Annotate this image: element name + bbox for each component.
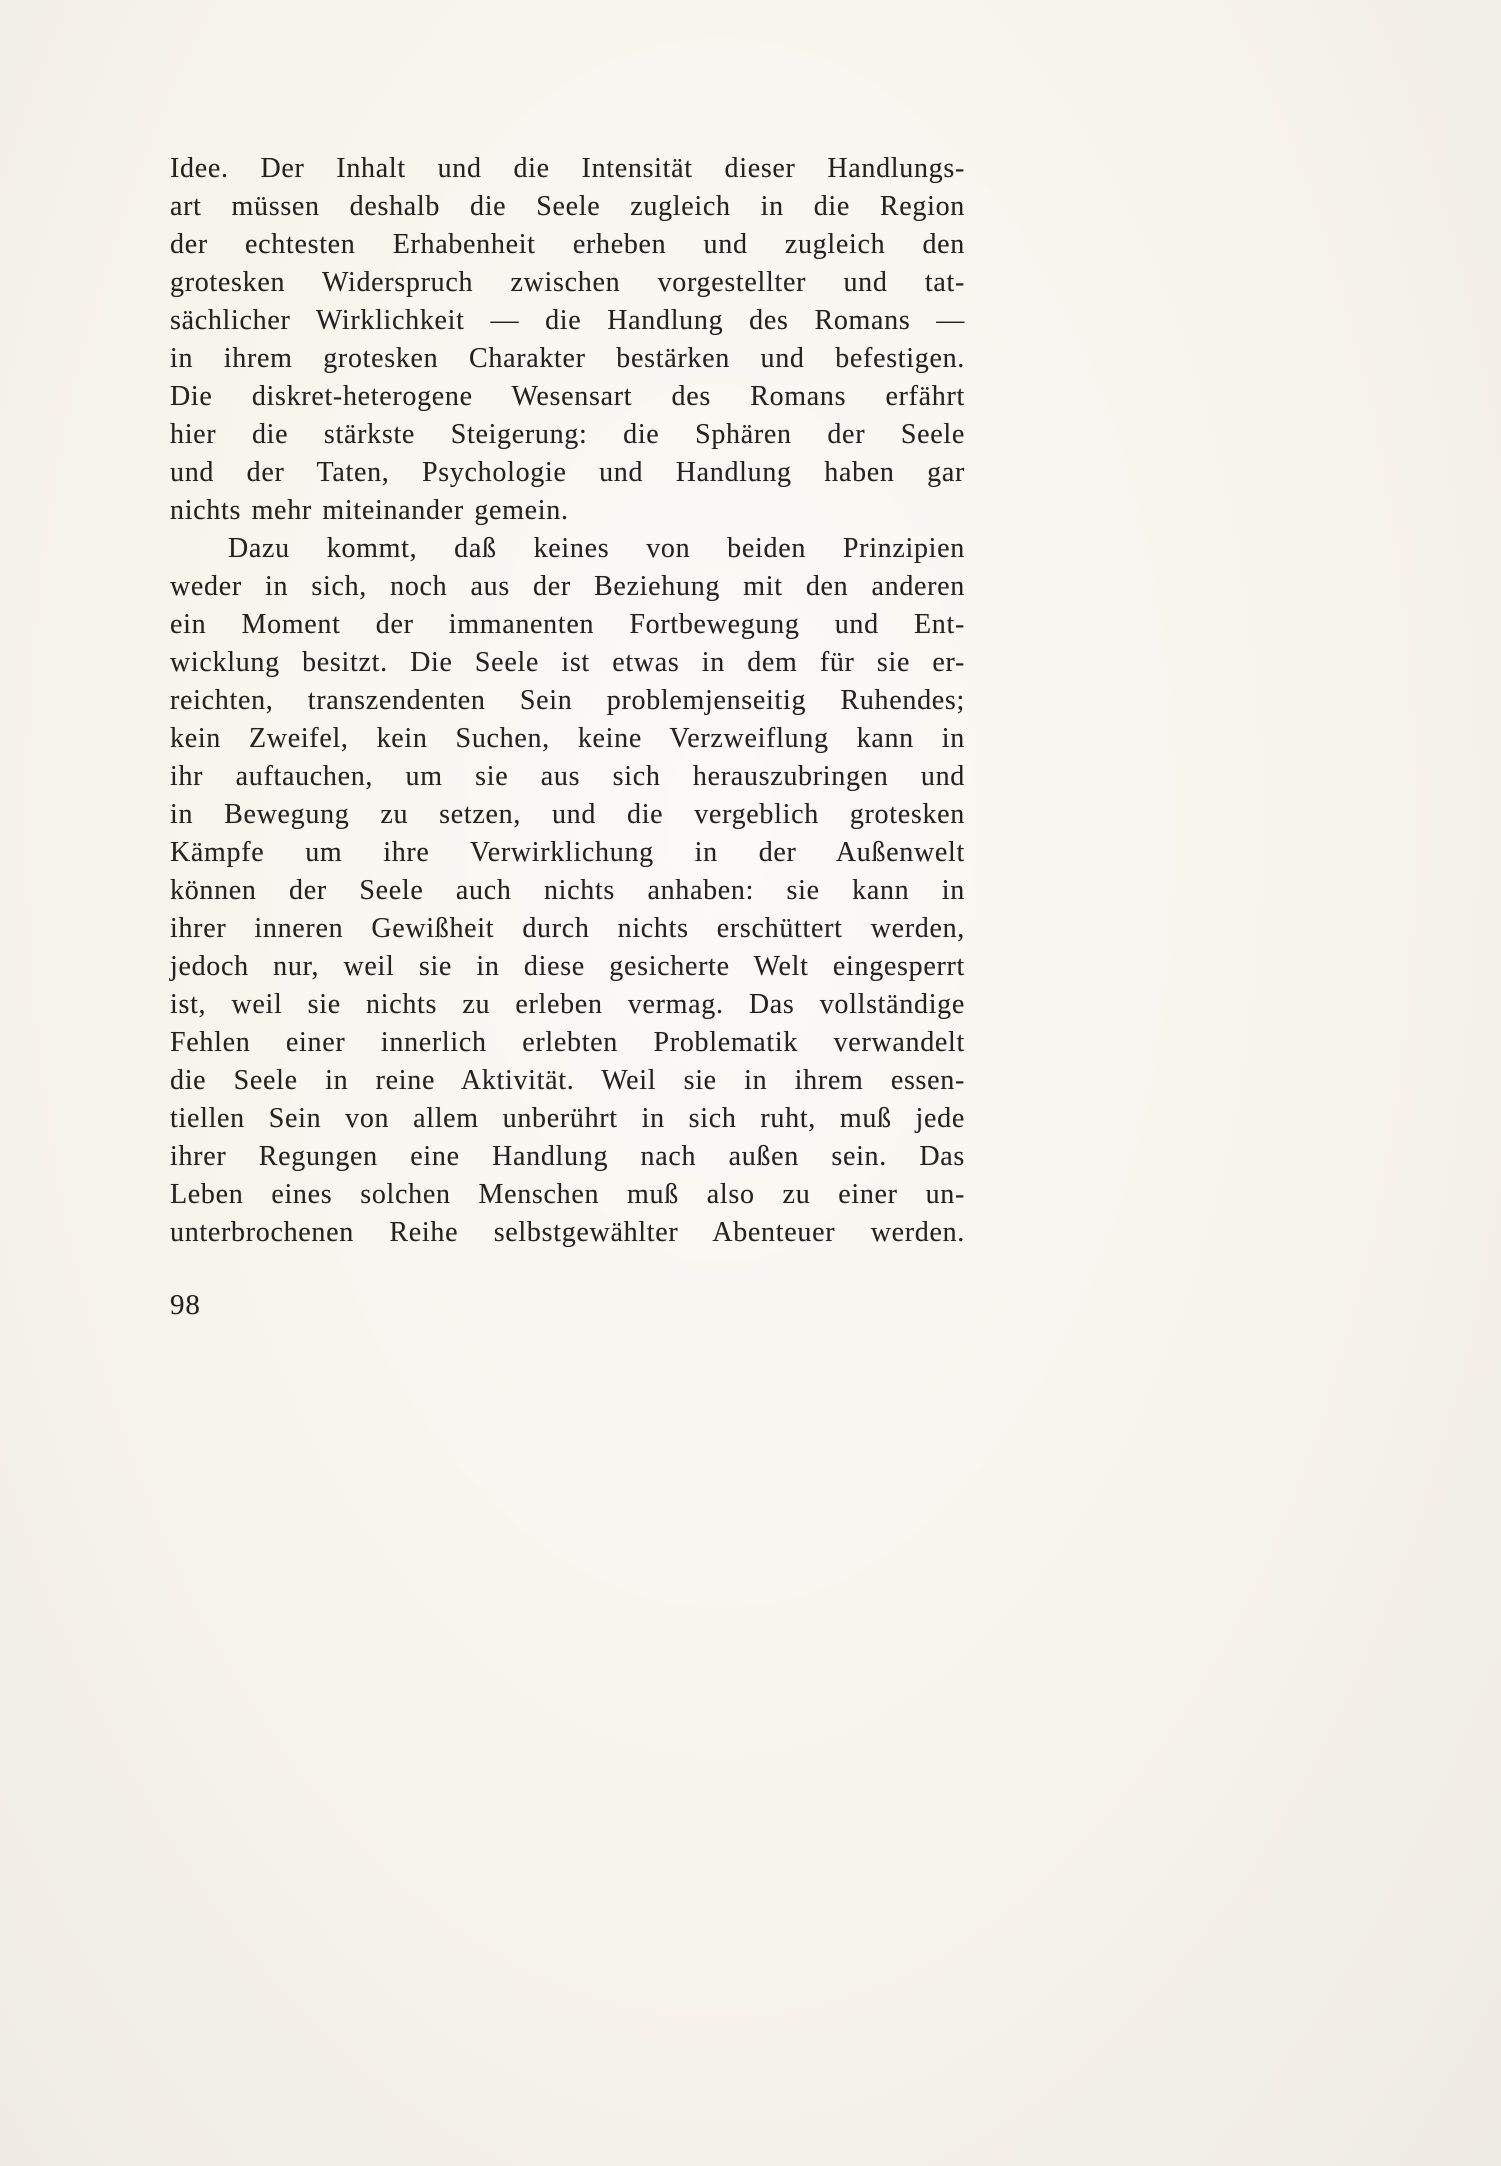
text-line: jedoch nur, weil sie in diese gesicherte Welt eingesperrt (170, 951, 965, 982)
paragraph-2 (170, 530, 965, 1252)
text-line: nichts mehr miteinander gemein. (170, 495, 569, 526)
text-line: ihrer inneren Gewißheit durch nichts erschüttert werden, (170, 913, 965, 944)
text-line: kein Zweifel, kein Suchen, keine Verzweiflung kann in (170, 723, 965, 754)
text-line: Dazu kommt, daß keines von beiden Prinzipien (228, 533, 965, 564)
text-line: art müssen deshalb die Seele zugleich in die Region (170, 191, 965, 222)
text-line: können der Seele auch nichts anhaben: sie kann in (170, 875, 965, 906)
text-line: Leben eines solchen Menschen muß also zu einer un- (170, 1179, 965, 1210)
text-line: weder in sich, noch aus der Beziehung mit den anderen (170, 571, 965, 602)
text-line: grotesken Widerspruch zwischen vorgestellter und tat- (170, 267, 965, 298)
paragraph-1 (170, 150, 965, 530)
text-line: ein Moment der immanenten Fortbewegung und Ent- (170, 609, 965, 640)
text-line: ihr auftauchen, um sie aus sich herauszubringen und (170, 761, 965, 792)
text-line: hier die stärkste Steigerung: die Sphären der Seele (170, 419, 965, 450)
text-line: der echtesten Erhabenheit erheben und zugleich den (170, 229, 965, 260)
text-line: ihrer Regungen eine Handlung nach außen sein. Das (170, 1141, 965, 1172)
text-line: unterbrochenen Reihe selbstgewählter Abenteuer werden. (170, 1217, 965, 1248)
text-line: tiellen Sein von allem unberührt in sich ruht, muß jede (170, 1103, 965, 1134)
text-line: sächlicher Wirklichkeit — die Handlung des Romans — (170, 305, 965, 336)
text-line: die Seele in reine Aktivität. Weil sie in ihrem essen- (170, 1065, 965, 1096)
text-column (170, 150, 965, 1252)
text-line: in ihrem grotesken Charakter bestärken und befestigen. (170, 343, 965, 374)
text-line: reichten, transzendenten Sein problemjenseitig Ruhendes; (170, 685, 965, 716)
text-line: ist, weil sie nichts zu erleben vermag. Das vollständige (170, 989, 965, 1020)
text-line: Die diskret-heterogene Wesensart des Romans erfährt (170, 381, 965, 412)
text-line: Idee. Der Inhalt und die Intensität dieser Handlungs- (170, 153, 965, 184)
text-line: Kämpfe um ihre Verwirklichung in der Außenwelt (170, 837, 965, 868)
page-number: 98 (170, 1289, 201, 1321)
text-line: Fehlen einer innerlich erlebten Problematik verwandelt (170, 1027, 965, 1058)
text-line: in Bewegung zu setzen, und die vergeblich grotesken (170, 799, 965, 830)
text-line: und der Taten, Psychologie und Handlung haben gar (170, 457, 965, 488)
text-line: wicklung besitzt. Die Seele ist etwas in dem für sie er- (170, 647, 965, 678)
